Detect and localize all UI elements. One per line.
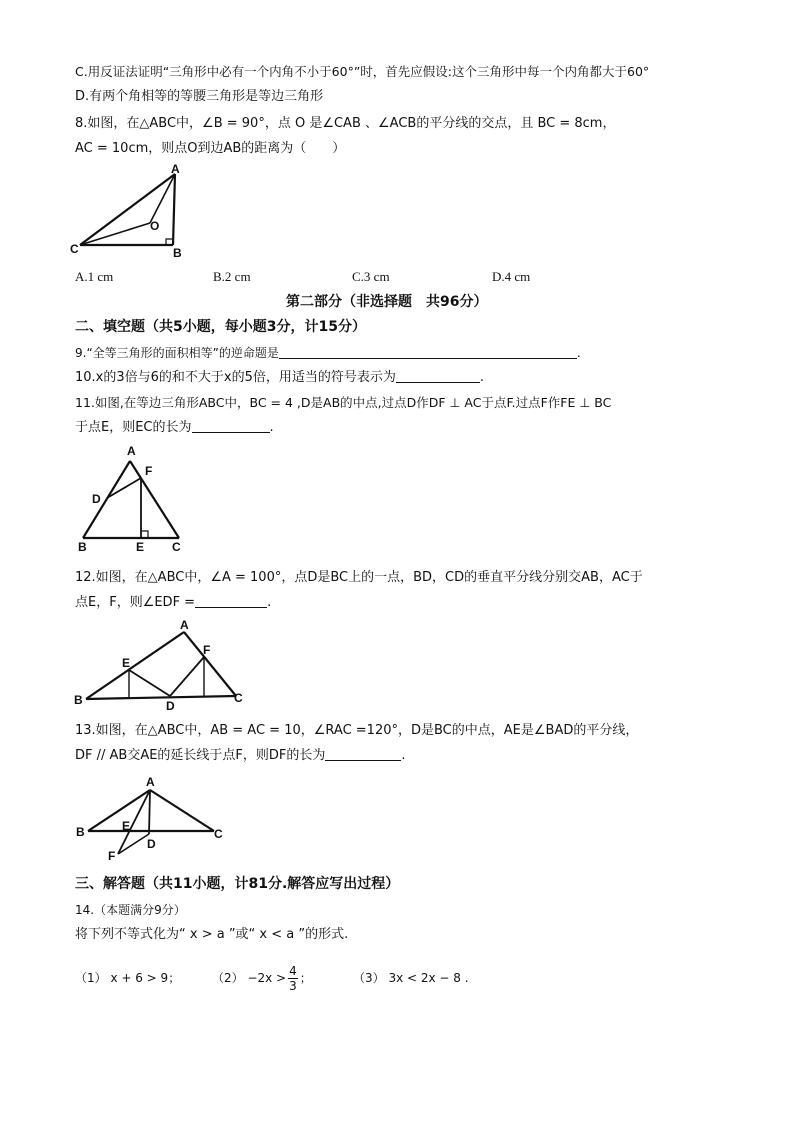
q13-label-a: A [146,775,155,789]
q7-option-c: C.用反证法证明“三角形中必有一个内角不小于60°”时，首先应假设:这个三角形中每一个内角都大于60° [75,64,650,79]
q12-line2 [75,593,271,613]
q11-label-d: D [92,492,101,506]
q14-instruction: 将下列不等式化为“ x > a ”或“ x < a ”的形式. [75,927,349,942]
q12-label-d: D [166,699,175,713]
q8-label-o: O [150,219,160,233]
q9-text: 9.“全等三角形的面积相等”的逆命题是 [75,346,279,360]
section-2-title: 二、填空题（共5小题，每小题3分，计15分） [75,319,366,335]
q8-label-b: B [173,246,182,260]
q14-header: 14.（本题满分9分） [75,903,186,917]
q14-fraction-numerator: 4 [289,964,297,978]
q8-option-c: C.3 cm [352,269,390,284]
q12-stem-line1: 12.如图，在△ABC中，∠A = 100°，点D是BC上的一点，BD，CD的垂直平分线分别交AB，AC于 [75,570,643,585]
q8-stem-line1: 8.如图，在△ABC中，∠B = 90°，点 O 是∠CAB 、∠ACB的平分线的交点，且 BC = 8cm， [75,116,616,131]
q8-stem-line2: AC = 10cm，则点O到边AB的距离为（ ） [75,141,346,156]
q13-label-f: F [108,849,116,863]
q11-label-e: E [136,540,145,554]
q10-answer-blank [396,368,480,383]
q11-line2 [75,418,274,438]
q12-label-a: A [180,618,189,632]
q13-label-c: C [214,827,223,841]
q14-part-2-end: ； [299,971,312,985]
q11-stem-line2: 于点E，则EC的长为 [75,420,192,435]
q12-label-e: E [122,656,131,670]
q8-label-a: A [171,162,180,176]
q9-answer-blank [279,344,577,359]
q10-text: 10.x的3倍与6的和不大于x的5倍，用适当的符号表示为 [75,370,396,385]
q14-fraction [288,964,298,993]
q13-label-d: D [147,837,156,851]
q13-stem-line1: 13.如图，在△ABC中，AB = AC = 10，∠RAC =120°，D是BC的中点，AE是∠BAD的平分线， [75,723,639,738]
q13-line2 [75,746,406,766]
q13-label-e: E [122,819,131,833]
q10-period: . [479,370,485,385]
q8-option-d: D.4 cm [492,269,531,284]
part-2-title: 第二部分（非选择题 共96分） [286,294,488,310]
q13-period: . [401,748,406,763]
q11-triangle-figure [75,443,195,555]
q8-triangle-figure [70,162,190,263]
q12-period: . [267,595,272,610]
section-3-title: 三、解答题（共11小题，计81分.解答应写出过程） [75,876,400,892]
q14-part-2 [212,958,312,998]
q14-part-3: （3） 3x < 2x − 8 . [353,971,469,985]
q14-fraction-denominator: 3 [289,979,297,993]
q12-triangle-figure [74,618,249,713]
q8-option-b: B.2 cm [213,269,251,284]
q11-label-c: C [172,540,181,554]
q13-triangle-figure [74,776,234,866]
q12-label-c: C [234,691,243,705]
q13-stem-line2: DF // AB交AE的延长线于点F，则DF的长为 [75,748,326,763]
q13-label-b: B [76,825,85,839]
q8-label-c: C [70,242,79,256]
q12-label-f: F [203,643,211,657]
q10-line [75,368,484,388]
q13-answer-blank [325,746,401,761]
q11-period: . [269,420,274,435]
q12-stem-line2: 点E，F，则∠EDF = [75,595,196,610]
q11-label-b: B [78,540,87,554]
q12-label-b: B [74,693,83,707]
q7-option-d: D.有两个角相等的等腰三角形是等边三角形 [75,89,324,104]
q12-answer-blank [195,593,267,608]
q14-part-1: （1） x + 6 > 9； [75,971,181,985]
q9-line [75,343,581,363]
q14-part-2-lhs: （2） −2x > [212,971,287,985]
q11-stem-line1: 11.如图,在等边三角形ABC中，BC = 4 ,D是AB的中点,过点D作DF ⊥ AC于点F.过点F作FE ⊥ BC [75,395,612,410]
q8-option-a: A.1 cm [75,269,114,284]
q11-answer-blank [192,418,270,433]
q9-period: . [576,346,581,360]
q11-label-a: A [127,444,136,458]
q11-label-f: F [145,464,153,478]
